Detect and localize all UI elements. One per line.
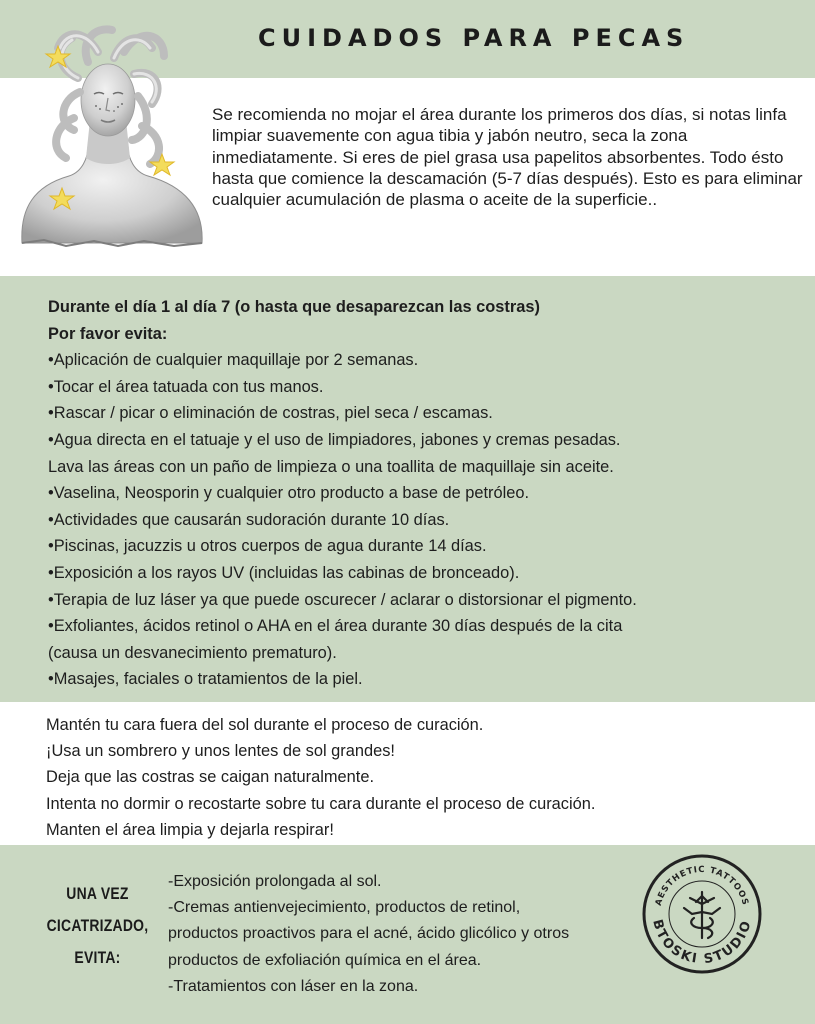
list-item: •Terapia de luz láser ya que puede oscurecer / aclarar o distorsionar el pigmento. — [48, 590, 637, 609]
medusa-bust-icon — [14, 8, 214, 258]
page-title: CUIDADOS PARA PECAS — [258, 24, 690, 52]
list-item: (causa un desvanecimiento prematuro). — [48, 643, 337, 662]
list-item: •Tocar el área tatuada con tus manos. — [48, 377, 324, 396]
healed-heading — [42, 878, 153, 974]
tip-line: Manten el área limpia y dejarla respirar! — [46, 820, 334, 839]
list-item: •Rascar / picar o eliminación de costras, piel seca / escamas. — [48, 404, 493, 423]
healed-list — [168, 869, 628, 1000]
list-item: •Exposición a los rayos UV (incluidas las cabinas de bronceado). — [48, 563, 520, 582]
tip-line: Mantén tu cara fuera del sol durante el proceso de curación. — [46, 716, 484, 734]
caduceus-logo-icon — [684, 892, 720, 938]
healed-heading-line: UNA VEZ — [66, 884, 129, 903]
list-item: -Cremas antienvejecimiento, productos de retinol, — [168, 899, 521, 917]
list-item: •Piscinas, jacuzzis u otros cuerpos de agua durante 14 días. — [48, 537, 487, 556]
studio-logo — [640, 852, 764, 976]
list-item: productos proactivos para el acné, ácido glicólico y otros — [168, 925, 570, 943]
during-subheading: Por favor evita: — [48, 324, 168, 343]
list-item: Lava las áreas con un paño de limpieza o una toallita de maquillaje sin aceite. — [48, 457, 614, 476]
list-item: •Actividades que causarán sudoración durante 10 días. — [48, 510, 450, 529]
tip-line: Intenta no dormir o recostarte sobre tu cara durante el proceso de curación. — [46, 794, 596, 813]
logo-bottom-text: BTOSKI STUDIO — [649, 917, 755, 968]
tips-section — [46, 712, 786, 843]
list-item: •Masajes, faciales o tratamientos de la piel. — [48, 670, 363, 689]
during-heading: Durante el día 1 al día 7 (o hasta que desaparezcan las costras) — [48, 298, 540, 316]
tip-line: Deja que las costras se caigan naturalmente. — [46, 768, 374, 787]
healed-heading-line: CICATRIZADO, — [46, 916, 149, 935]
list-item: •Agua directa en el tatuaje y el uso de limpiadores, jabones y cremas pesadas. — [48, 430, 621, 449]
tip-line: ¡Usa un sombrero y unos lentes de sol grandes! — [46, 742, 395, 761]
list-item: -Exposición prolongada al sol. — [168, 873, 382, 890]
list-item: •Aplicación de cualquier maquillaje por 2 semanas. — [48, 351, 419, 370]
list-item: •Vaselina, Neosporin y cualquier otro producto a base de petróleo. — [48, 484, 530, 503]
intro-paragraph: Se recomienda no mojar el área durante los primeros dos días, si notas linfa limpiar suavemente con agua tibia y jabón neutro, seca la zona inmediatamente. Si eres de piel grasa usa papelitos absorbentes. Todo ésto hasta que comience la descamación (5-7 días después). Esto es para eliminar cualquier acumulación de plasma o aceite de la superficie.. — [212, 105, 803, 210]
list-item: productos de exfoliación química en el área. — [168, 951, 482, 969]
healed-heading-line: EVITA: — [74, 948, 121, 967]
during-section — [48, 294, 808, 693]
list-item: -Tratamientos con láser en la zona. — [168, 977, 419, 995]
logo-top-text: AESTHETIC TATTOOS — [653, 864, 751, 907]
list-item: •Exfoliantes, ácidos retinol o AHA en el área durante 30 días después de la cita — [48, 617, 623, 636]
